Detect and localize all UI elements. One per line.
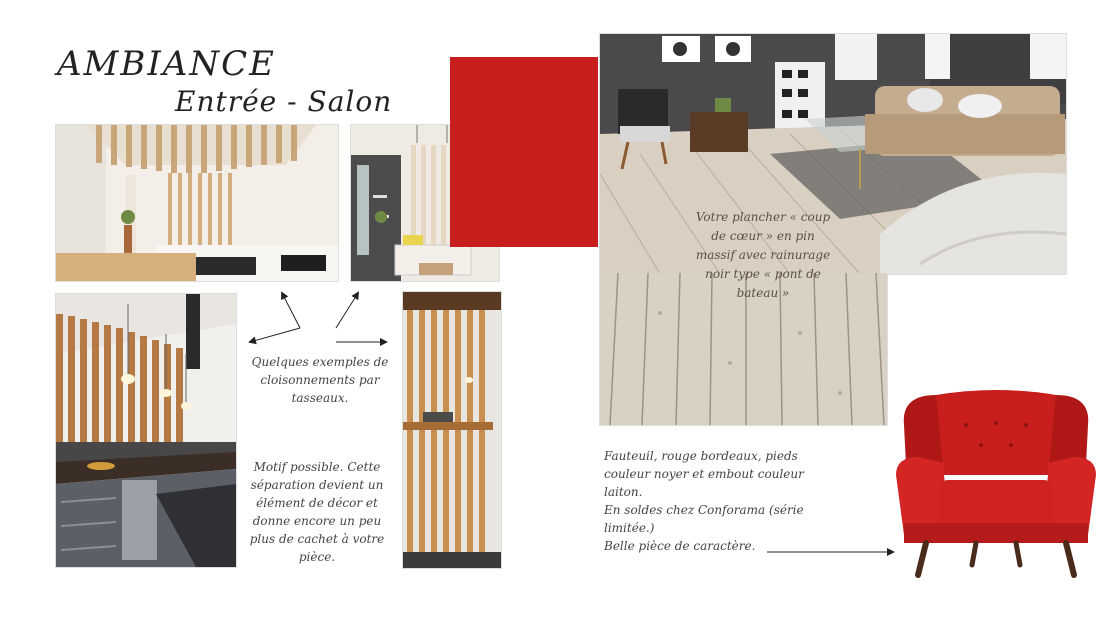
red-armchair-image [896, 385, 1096, 580]
armchair-line: limitée.) [604, 521, 655, 535]
photo-slat-ceiling-hallway [55, 124, 339, 282]
photo-living-room-dark-wall [599, 33, 1067, 275]
armchair-line: laiton. [604, 485, 643, 499]
accent-color-swatch [450, 57, 598, 247]
armchair-line: En soldes chez Conforama (série [604, 503, 804, 517]
examples-note: Quelques exemples de cloisonnements par tasseaux. [251, 355, 389, 405]
arrow-up-left [282, 293, 300, 328]
armchair-line: Belle pièce de caractère. [604, 539, 756, 553]
armchair-line: Fauteuil, rouge bordeaux, pieds [604, 449, 798, 463]
photo-kitchen-slat-wall [55, 293, 237, 568]
arrows-to-examples [240, 285, 400, 355]
page-subtitle: Entrée - Salon [175, 85, 393, 118]
armchair-description [604, 447, 844, 555]
photo-vertical-slat-divider [402, 291, 502, 569]
floor-caption: Votre plancher « coup de cœur » en pin massif avec rainurage noir type « pont de bateau » [695, 210, 831, 300]
arrow-to-armchair [765, 544, 900, 560]
page-title: AMBIANCE [57, 44, 276, 84]
arrow-left [250, 328, 300, 342]
armchair-line: couleur noyer et embout couleur [604, 467, 804, 481]
motif-note: Motif possible. Cette séparation devient un élément de décor et donne encore un peu plus de cachet à votre pièce. [249, 460, 385, 564]
arrow-up-right [336, 293, 358, 328]
